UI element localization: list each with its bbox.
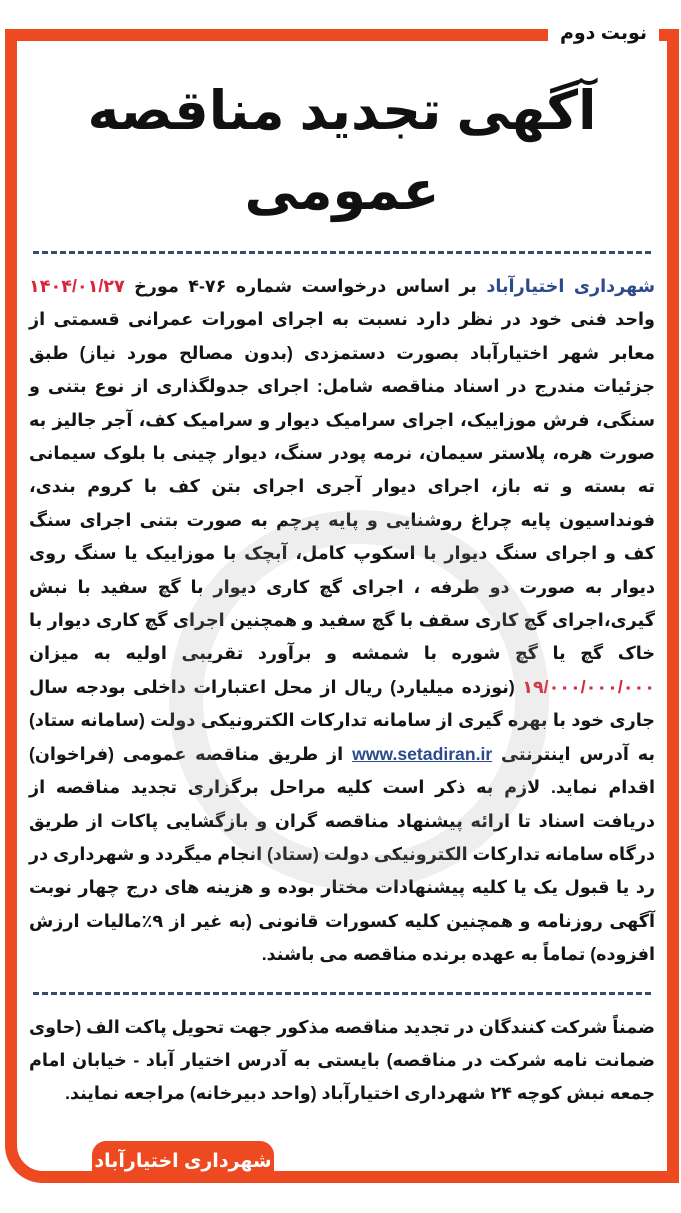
org-name: شهرداری اختیارآباد: [486, 276, 655, 296]
setadiran-link[interactable]: www.setadiran.ir: [352, 743, 493, 764]
divider: [33, 251, 651, 254]
footer-org-tab: شهرداری اختیارآباد: [92, 1141, 274, 1183]
text: بر اساس درخواست شماره ۷۶-۴ مورخ: [124, 276, 487, 296]
text: از طریق مناقصه عمومی (فراخوان) اقدام نماید. لازم به ذکر است کلیه مراحل برگزاری تجدید مناقصه از دریافت اسناد تا ارائه پیشنهاد مناقصه گران و بازگشایی پاکات از طریق درگاه سامانه تدارکات الکترونیکی دولت (ستاد) انجام میگردد و شهرداری در رد یا قبول یک یا کلیه پیشنهادات مختار بوده و هزینه های درج چهار نوبت آگهی روزنامه و همچنین کلیه کسورات قانونی (به غیر از ۹٪مالیات ارزش افزوده) تماماً به عهده برنده مناقصه می باشند.: [29, 743, 655, 965]
main-paragraph: [29, 270, 655, 972]
ad-frame: [5, 23, 679, 1183]
text: واحد فنی خود در نظر دارد نسبت به اجرای امورات عمرانی قسمتی از معابر شهر اختیارآباد بصورت دستمزدی (بدون مصالح مورد نیاز) طبق جزئیات مندرج در اسناد مناقصه شامل: اجرای جدولگذاری از نوع بتنی و سنگی، فرش موزاییک، اجرای سرامیک دیوار و سرامیک کف، آجر جالیز به صورت هره، پلاستر سیمان، نرمه پودر سنگ، دیوار چینی با بلوک سیمانی ته بسته و ته باز، اجرای دیوار آجری اجرای بتن کف با کروم بندی، فونداسیون پایه چراغ روشنایی و پایه پرچم به صورت بتنی اجرای سنگ کف و اجرای سنگ دیوار با اسکوپ کامل، آبچک با موزاییک یا سنگ روی دیوار به صورت دو طرفه ، اجرای گچ کاری دیوار با گچ سفید با نبش گیری،اجرای گچ کاری سقف با گچ سفید و همچنین اجرای گچ کاری دیوار با خاک گچ یا گچ شوره با شمشه و برآورد تقریبی اولیه به میزان: [29, 309, 655, 664]
text: (نوزده میلیارد) ریال از محل اعتبارات داخلی بودجه سال جاری خود با بهره گیری از سامانه تدارکات الکترونیکی دولت (سامانه ستاد) به آدرس اینترنتی: [29, 676, 655, 764]
amount: ۱۹/۰۰۰/۰۰۰/۰۰۰: [522, 676, 655, 697]
watermark-logo: [169, 510, 549, 890]
round-badge: نوبت دوم: [548, 19, 659, 49]
note-paragraph: ضمناً شرکت کنندگان در تجدید مناقصه مذکور جهت تحویل پاکت الف (حاوی ضمانت نامه شرکت در مناقصه) بایستی به آدرس اختیار آباد - خیابان امام جمعه نبش کوچه ۲۴ شهرداری اختیارآباد (واحد دبیرخانه) مراجعه نمایند.: [29, 1016, 655, 1104]
divider: [33, 992, 651, 995]
date: ۱۴۰۴/۰۱/۲۷: [29, 276, 125, 296]
ad-title: آگهی تجدید مناقصه عمومی: [87, 81, 597, 221]
